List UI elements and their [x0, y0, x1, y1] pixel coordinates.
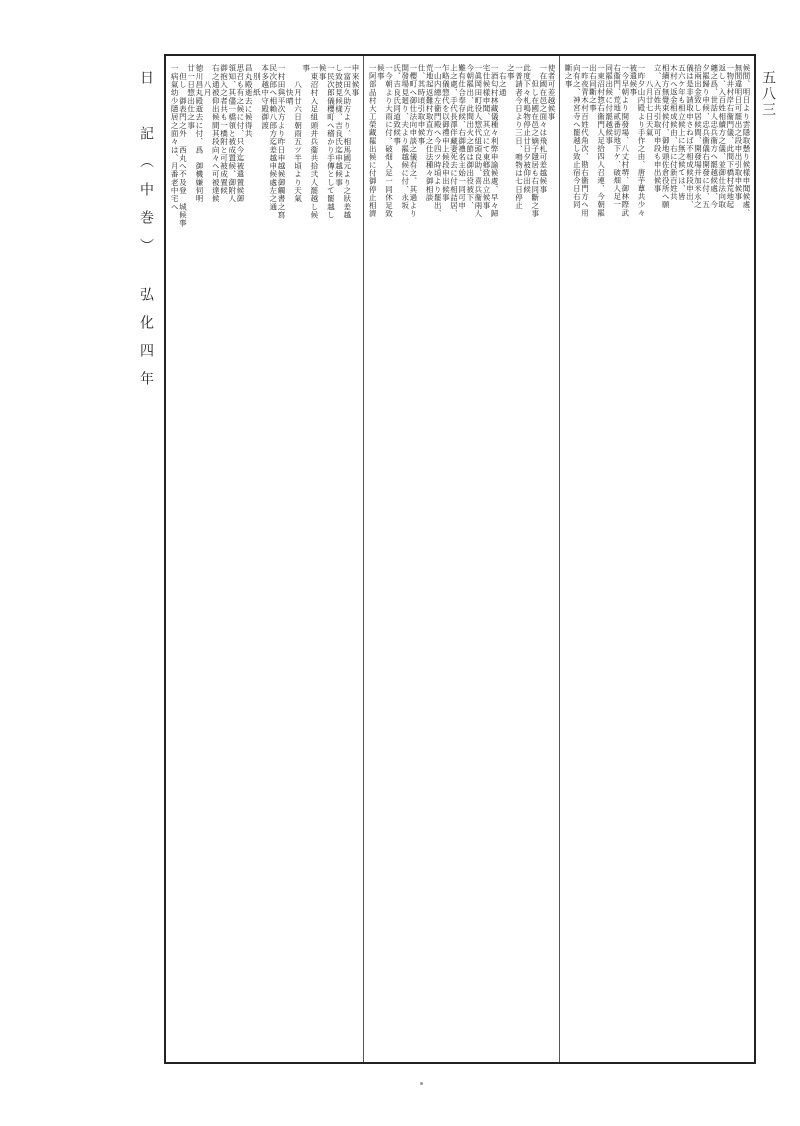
text-column: 事: [301, 64, 311, 73]
band-left: [166, 56, 364, 1062]
text-column: 同罷出候に付罷越候事: [604, 64, 614, 145]
text-column: 宅仕候樣申聞、其立にて東郷致出立候事: [482, 64, 491, 210]
text-column: 斷之事: [564, 64, 574, 89]
text-column: 開發場見廻り、夫より罷越候に付、永坂: [400, 64, 410, 210]
text-column: 候事: [376, 64, 386, 81]
text-column: 昌丸殿逝去に候得共: [244, 64, 254, 138]
text-column: 廿一日惣出仕之事: [186, 64, 196, 130]
text-column: 民次郎へ相賴八郎方迄差越申候處左之通: [268, 64, 278, 211]
text-column: 候事: [318, 64, 328, 81]
text-column: 一昨夜青木村百姓代角次、勘右衞門方へ用: [580, 64, 590, 217]
text-column: 領知、其儘一橋領と被成置候、御附人: [227, 64, 237, 203]
text-column: 八月: [203, 64, 213, 97]
text-column: 右之通: [498, 64, 508, 97]
text-column: 向有之、神宮寺へ罷越し致止宿今日右同: [572, 64, 582, 209]
text-column: 乍略儀惣代を以御禮申上候段申出候事: [441, 64, 451, 202]
text-column: 立、入百姓共引取可申段も申出候事: [653, 64, 663, 193]
text-column: 思召も有之候に付、只今迄被遣置候御: [235, 64, 245, 203]
text-column: 一眞岡田町役人惣代組頭良助、喜兵衞兩人: [473, 64, 483, 218]
text-column: し致披見候樣、吉良氏迄申越候事: [334, 64, 344, 187]
text-column: 御抱入之者共も一橋附と可被成置候: [219, 64, 229, 195]
text-column: 一東沼村入足組頭并兵衞共拾弐人罷越し候: [309, 64, 319, 220]
text-column: 氏、吉良氏同道致候事: [392, 64, 402, 145]
text-column: 一在國在邑之面々は飛札可差越候事: [538, 64, 548, 194]
text-column: 五六ケ年も相立候上に無之候ては、皆: [677, 64, 687, 201]
text-column: 一阿部品村大工榮藏罷出候に付御停止相濟: [368, 64, 378, 218]
text-column: 一昨夕山内殿より手作之由、唐芋蕈共少々: [636, 64, 646, 217]
text-column: 一富田久助方より、相馬國元より之狀差越: [342, 64, 352, 220]
text-column: 一今早朝より開發場、八丈村堺、御林際武: [620, 64, 630, 217]
text-column: 返し、入百姓相續方之儀、並御仕法向取: [717, 64, 727, 209]
text-column: 仕、其時頃引取申候事: [417, 64, 426, 145]
text-column: 八月廿六日朝雨五ツ半頃より天氣: [293, 64, 303, 203]
text-column: 今朝罷出、此間出火之節は御出役被下、: [465, 64, 475, 210]
page-number: 五八三: [760, 70, 776, 118]
text-column: 之事: [506, 64, 516, 81]
text-column: 難有仕合奉存候、右御禮名主始一同可申: [457, 64, 467, 210]
text-column: 但し在國在邑之嫡子隱居も右同斷之事: [530, 64, 540, 218]
text-column: 上之處、手代長澤伴藏妻死去に付相詰居、: [449, 64, 459, 218]
stray-dot: [420, 1082, 423, 1085]
text-column: 一酒匂村林藏儀種々利弊申諭候處、早々歸: [490, 64, 500, 218]
text-column: 徳川昌丸殿逝去に付、爲 御機嫌伺明: [194, 64, 204, 203]
text-column: 一東沼村惣右衞門人足拾四人召連、今朝罷: [596, 64, 606, 217]
text-column: 但し 御表門之外 西丸へ不及登 城候事: [178, 64, 188, 228]
text-column: 本多越中守殿御渡: [260, 64, 270, 130]
text-column: 申來候事: [351, 64, 360, 97]
band-middle: [364, 56, 560, 1062]
text-column: 八月廿七日天氣: [645, 64, 655, 137]
text-column: 夕罷歸り申候、忠兵衞儀右開發に付、五: [701, 64, 711, 209]
text-column: 拾兩出金致し居候間、開發場并加米永之: [693, 64, 703, 209]
text-column: 被遣候事: [628, 64, 638, 97]
text-frame: [164, 54, 756, 1064]
text-column: 一物井村岸右衞門儀、此間下橋村荒地起: [725, 64, 735, 209]
text-column: 一普請者今日より三日、鳴物は七日停止: [514, 64, 524, 210]
text-column: 荒地起返難村取直方之仕法種々御相談: [425, 64, 435, 202]
running-head: 日 記（中巻） 弘化四年: [138, 70, 154, 399]
text-column: 使者可差越候事: [547, 64, 556, 121]
text-column: 木村へ返金相成候由、右に付新百姓共: [669, 64, 679, 201]
text-column: 別 紙: [252, 64, 262, 97]
text-column: 儀は是非請取申さねば不相成候段申出、: [685, 64, 695, 209]
text-column: 相續方無覺束候付、御地頭佐倉役所へ願: [661, 64, 671, 209]
text-column: 一今朝より大雨に付、破畑人足一同休足致: [384, 64, 394, 218]
band-right: [560, 56, 754, 1062]
text-column: 候間、明日より雲隱取懸り候樣申聞候處、: [742, 64, 751, 217]
text-column: 一村田與平次方より昨日申越候御觸書之寫: [277, 64, 287, 220]
text-column: 一民次郎儀櫻町へ稽かり手傳として罷越し: [326, 64, 336, 220]
text-column: 一山内總左衞門殿へ今四ツ時頃より罷出、: [433, 64, 443, 218]
text-column: 一櫻町へ御仕法向申談之儀有之、其過より: [408, 64, 418, 218]
text-column: 一病氣幼少隱居之面々は、月番老中宅へ: [170, 64, 180, 211]
text-column: 出右同斷之事: [588, 64, 598, 113]
text-column: 右之通被仰出候間其段向々へ可被達候: [211, 64, 221, 203]
text-column: 右衞門、荒地貳番切地下ケ、破畑人足一: [612, 64, 622, 209]
text-column: 纏之爲、世話人忠兵衞方へ罷越候處、今: [709, 64, 719, 209]
text-column: 快晴: [285, 64, 295, 105]
text-column: 無間違明日可罷出之段申出引取申候事: [733, 64, 743, 201]
text-column: 此度下々札鳴物停止廿日夕被仰出候: [522, 64, 532, 194]
